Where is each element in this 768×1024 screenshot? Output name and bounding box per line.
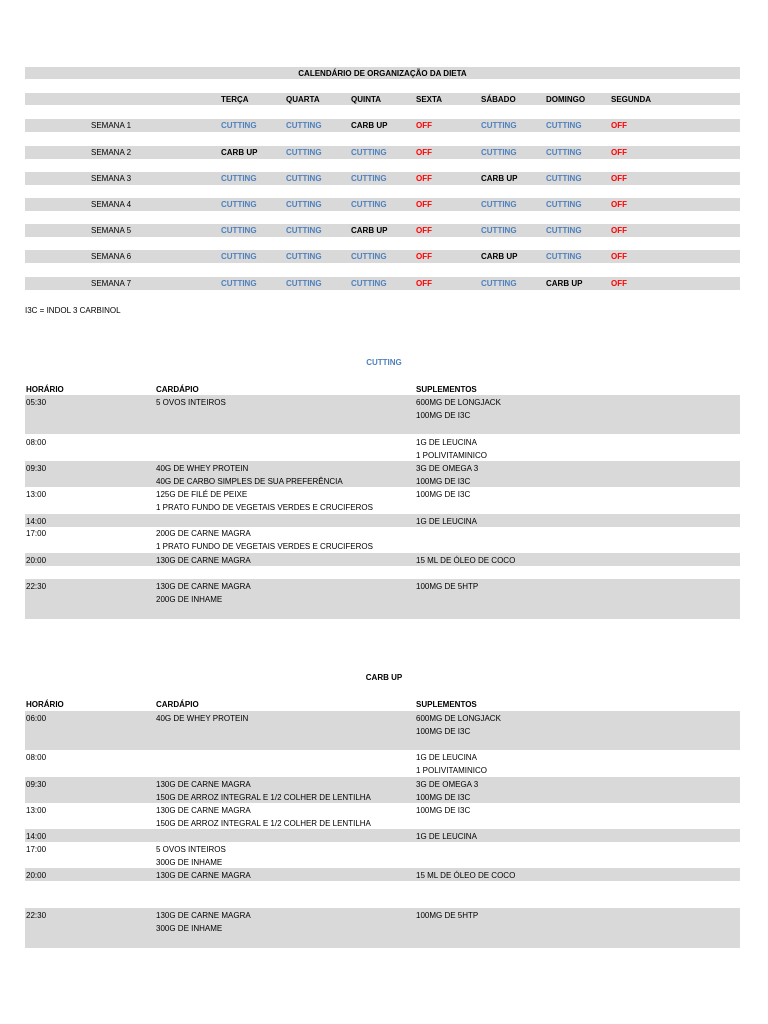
day-header: QUINTA	[351, 95, 382, 104]
week-cell: CUTTING	[221, 121, 257, 130]
row-menu-item: 150G DE ARROZ INTEGRAL E 1/2 COLHER DE LENTILHA	[156, 793, 371, 802]
row-time: 14:00	[26, 832, 47, 841]
week-cell: CUTTING	[546, 174, 582, 183]
week-label: SEMANA 6	[91, 252, 132, 261]
week-cell: OFF	[611, 200, 627, 209]
row-menu-item: 200G DE CARNE MAGRA	[156, 529, 251, 538]
row-supplement: 1G DE LEUCINA	[416, 832, 477, 841]
row-time: 22:30	[26, 911, 47, 920]
week-cell: CUTTING	[221, 200, 257, 209]
row-time: 17:00	[26, 845, 47, 854]
row-time: 13:00	[26, 806, 47, 815]
week-cell: CUTTING	[286, 279, 322, 288]
row-menu-item: 40G DE WHEY PROTEIN	[156, 714, 249, 723]
week-cell: CUTTING	[221, 226, 257, 235]
row-time: 08:00	[26, 753, 47, 762]
carb-up-section-title: CARB UP	[365, 673, 403, 682]
week-cell: CUTTING	[221, 279, 257, 288]
week-cell: CUTTING	[221, 252, 257, 261]
row-menu-item: 130G DE CARNE MAGRA	[156, 582, 251, 591]
row-menu-item: 130G DE CARNE MAGRA	[156, 556, 251, 565]
row-supplement: 100MG DE I3C	[416, 490, 471, 499]
week-cell: CARB UP	[221, 148, 258, 157]
row-supplement: 1 POLIVITAMINICO	[416, 766, 487, 775]
row-menu-item: 1 PRATO FUNDO DE VEGETAIS VERDES E CRUCIFEROS	[156, 542, 373, 551]
week-label: SEMANA 1	[91, 121, 132, 130]
week-cell: CUTTING	[546, 252, 582, 261]
row-supplement: 100MG DE 5HTP	[416, 911, 479, 920]
week-cell: CUTTING	[286, 174, 322, 183]
table-row-bg	[25, 553, 740, 566]
row-supplement: 100MG DE I3C	[416, 411, 471, 420]
calendar-week-row	[25, 119, 740, 132]
week-label: SEMANA 4	[91, 200, 132, 209]
day-header: TERÇA	[221, 95, 249, 104]
week-cell: CUTTING	[481, 279, 517, 288]
cutting-section-title: CUTTING	[366, 358, 402, 367]
row-supplement: 15 ML DE ÓLEO DE COCO	[416, 871, 516, 880]
week-cell: CUTTING	[481, 226, 517, 235]
row-menu-item: 5 OVOS INTEIROS	[156, 398, 226, 407]
week-cell: OFF	[416, 174, 432, 183]
week-cell: CUTTING	[481, 148, 517, 157]
week-cell: CARB UP	[481, 174, 518, 183]
row-supplement: 100MG DE I3C	[416, 727, 471, 736]
table-row-bg	[25, 514, 740, 527]
row-menu-item: 300G DE INHAME	[156, 858, 223, 867]
week-cell: CARB UP	[546, 279, 583, 288]
week-cell: OFF	[611, 174, 627, 183]
calendar-week-row	[25, 172, 740, 185]
row-time: 13:00	[26, 490, 47, 499]
row-supplement: 1G DE LEUCINA	[416, 753, 477, 762]
week-cell: CUTTING	[221, 174, 257, 183]
calendar-note: I3C = INDOL 3 CARBINOL	[25, 306, 121, 315]
row-time: 09:30	[26, 780, 47, 789]
week-label: SEMANA 2	[91, 148, 132, 157]
table-header: HORÁRIO	[26, 385, 64, 394]
table-row-bg	[25, 579, 740, 619]
week-cell: CUTTING	[351, 200, 387, 209]
row-supplement: 3G DE OMEGA 3	[416, 780, 479, 789]
week-cell: OFF	[416, 148, 432, 157]
week-cell: CUTTING	[286, 200, 322, 209]
week-cell: OFF	[611, 226, 627, 235]
table-row-bg	[25, 777, 740, 803]
week-cell: CUTTING	[286, 226, 322, 235]
week-cell: CUTTING	[286, 252, 322, 261]
week-label: SEMANA 5	[91, 226, 132, 235]
calendar-title: CALENDÁRIO DE ORGANIZAÇÃO DA DIETA	[298, 69, 467, 78]
table-header: CARDÁPIO	[156, 700, 199, 709]
row-supplement: 600MG DE LONGJACK	[416, 398, 501, 407]
row-menu-item: 150G DE ARROZ INTEGRAL E 1/2 COLHER DE LENTILHA	[156, 819, 371, 828]
row-supplement: 100MG DE I3C	[416, 477, 471, 486]
week-cell: CUTTING	[351, 279, 387, 288]
row-time: 17:00	[26, 529, 47, 538]
row-supplement: 1G DE LEUCINA	[416, 438, 477, 447]
calendar-week-row	[25, 198, 740, 211]
row-supplement: 100MG DE I3C	[416, 793, 471, 802]
week-cell: CUTTING	[286, 148, 322, 157]
week-cell: OFF	[611, 148, 627, 157]
row-time: 05:30	[26, 398, 47, 407]
row-menu-item: 130G DE CARNE MAGRA	[156, 780, 251, 789]
week-cell: OFF	[611, 252, 627, 261]
calendar-days-header	[25, 93, 740, 105]
row-menu-item: 300G DE INHAME	[156, 924, 223, 933]
row-time: 09:30	[26, 464, 47, 473]
row-supplement: 1G DE LEUCINA	[416, 517, 477, 526]
week-cell: OFF	[611, 121, 627, 130]
row-supplement: 15 ML DE ÓLEO DE COCO	[416, 556, 516, 565]
row-menu-item: 130G DE CARNE MAGRA	[156, 911, 251, 920]
calendar-title-row	[25, 67, 740, 79]
calendar-week-row	[25, 224, 740, 237]
row-menu-item: 130G DE CARNE MAGRA	[156, 806, 251, 815]
row-supplement: 3G DE OMEGA 3	[416, 464, 479, 473]
week-cell: CUTTING	[546, 200, 582, 209]
row-menu-item: 5 OVOS INTEIROS	[156, 845, 226, 854]
week-cell: OFF	[416, 226, 432, 235]
row-supplement: 100MG DE I3C	[416, 806, 471, 815]
row-time: 20:00	[26, 871, 47, 880]
week-cell: CUTTING	[546, 226, 582, 235]
row-menu-item: 130G DE CARNE MAGRA	[156, 871, 251, 880]
week-label: SEMANA 3	[91, 174, 132, 183]
table-row-bg	[25, 461, 740, 487]
week-cell: CUTTING	[351, 174, 387, 183]
week-cell: CARB UP	[351, 226, 388, 235]
week-cell: CUTTING	[481, 200, 517, 209]
row-supplement: 600MG DE LONGJACK	[416, 714, 501, 723]
table-header: CARDÁPIO	[156, 385, 199, 394]
week-cell: CUTTING	[351, 252, 387, 261]
week-cell: OFF	[611, 279, 627, 288]
row-time: 20:00	[26, 556, 47, 565]
week-cell: CUTTING	[546, 121, 582, 130]
week-cell: OFF	[416, 200, 432, 209]
row-menu-item: 200G DE INHAME	[156, 595, 223, 604]
week-cell: CUTTING	[286, 121, 322, 130]
row-supplement: 100MG DE 5HTP	[416, 582, 479, 591]
week-cell: CARB UP	[351, 121, 388, 130]
row-time: 06:00	[26, 714, 47, 723]
row-time: 14:00	[26, 517, 47, 526]
table-row-bg	[25, 868, 740, 881]
week-label: SEMANA 7	[91, 279, 132, 288]
day-header: SEGUNDA	[611, 95, 652, 104]
row-menu-item: 125G DE FILÉ DE PEIXE	[156, 490, 248, 499]
day-header: SEXTA	[416, 95, 443, 104]
week-cell: CUTTING	[546, 148, 582, 157]
week-cell: CARB UP	[481, 252, 518, 261]
table-row-bg	[25, 711, 740, 750]
row-menu-item: 40G DE WHEY PROTEIN	[156, 464, 249, 473]
week-cell: CUTTING	[351, 148, 387, 157]
row-time: 08:00	[26, 438, 47, 447]
table-row-bg	[25, 908, 740, 948]
table-header: SUPLEMENTOS	[416, 700, 477, 709]
table-row-bg	[25, 395, 740, 434]
table-header: SUPLEMENTOS	[416, 385, 477, 394]
week-cell: OFF	[416, 121, 432, 130]
week-cell: OFF	[416, 252, 432, 261]
row-menu-item: 1 PRATO FUNDO DE VEGETAIS VERDES E CRUCIFEROS	[156, 503, 373, 512]
day-header: DOMINGO	[546, 95, 586, 104]
row-supplement: 1 POLIVITAMINICO	[416, 451, 487, 460]
week-cell: CUTTING	[481, 121, 517, 130]
row-time: 22:30	[26, 582, 47, 591]
day-header: QUARTA	[286, 95, 320, 104]
week-cell: OFF	[416, 279, 432, 288]
calendar-week-row	[25, 277, 740, 290]
row-menu-item: 40G DE CARBO SIMPLES DE SUA PREFERÊNCIA	[156, 477, 343, 486]
calendar-week-row	[25, 250, 740, 263]
day-header: SÁBADO	[481, 95, 516, 104]
table-row-bg	[25, 829, 740, 842]
calendar-week-row	[25, 146, 740, 159]
table-header: HORÁRIO	[26, 700, 64, 709]
